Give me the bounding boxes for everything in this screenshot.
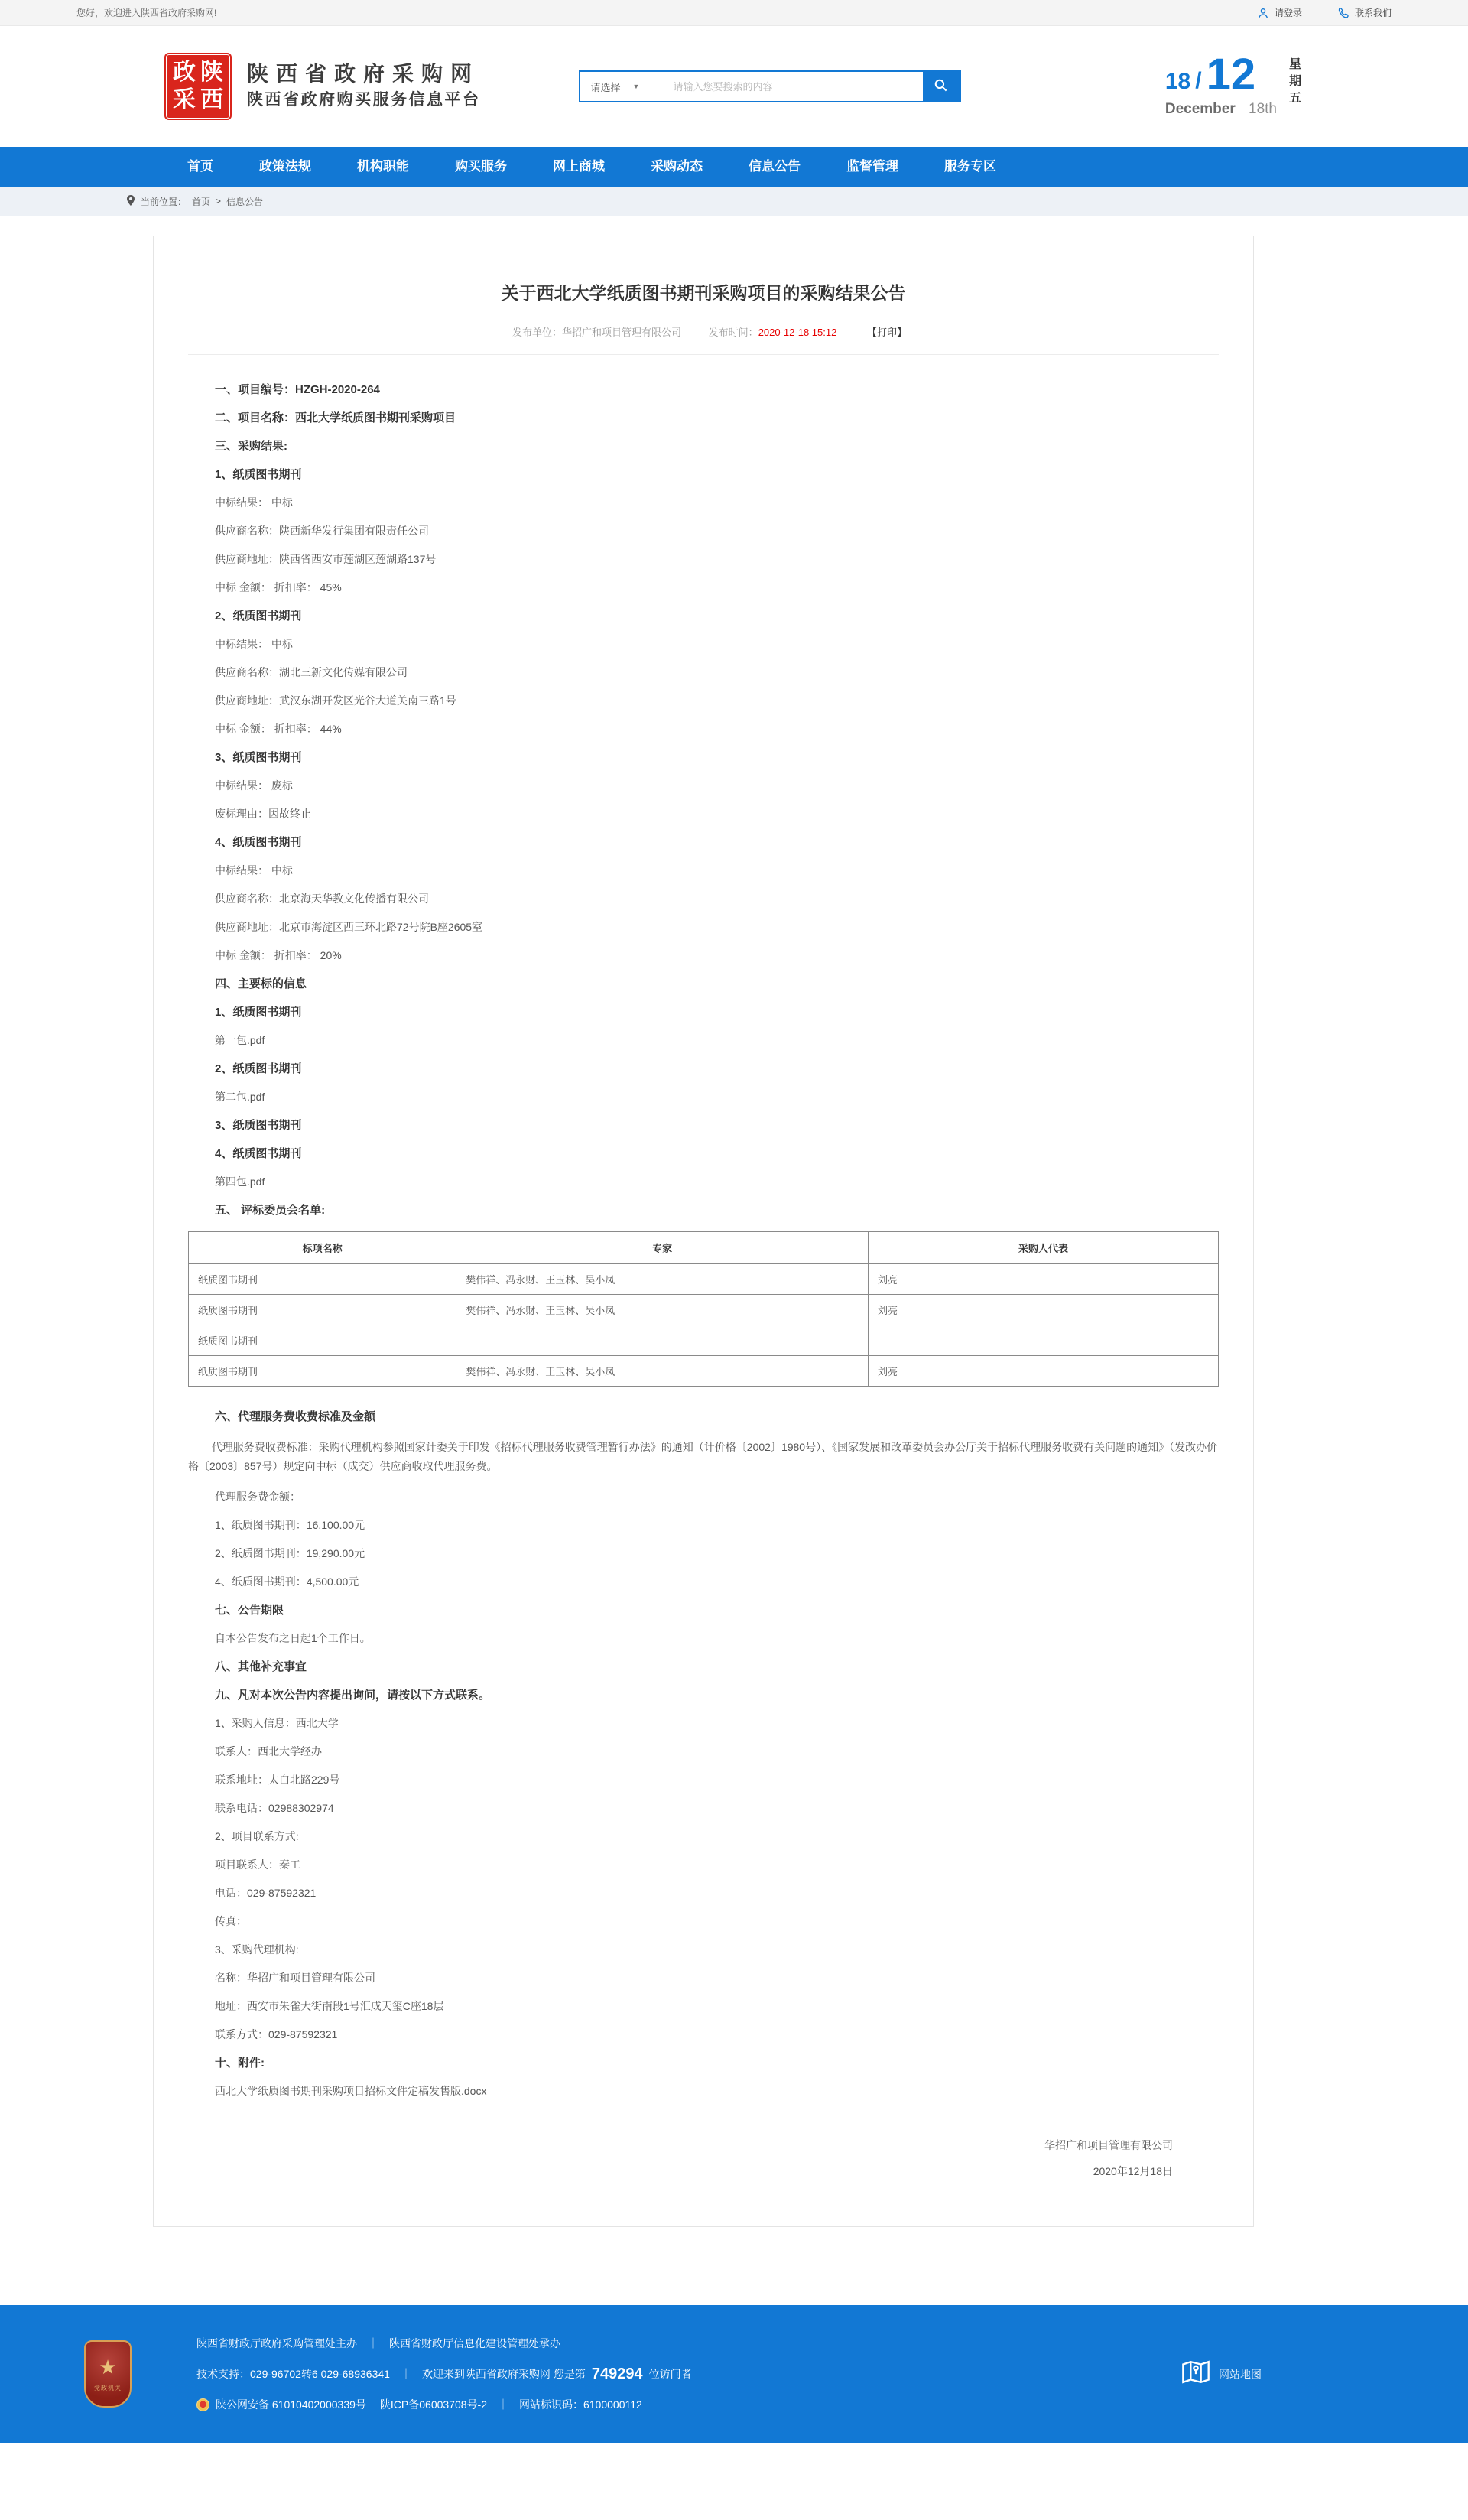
table-cell: 刘亮 (869, 1295, 1219, 1325)
signature-date: 2020年12月18日 (1093, 2165, 1173, 2177)
nav-item-home[interactable]: 首页 (187, 159, 213, 174)
contact-link[interactable]: 联系我们 (1337, 6, 1392, 19)
date-weekday: 星期五 (1289, 58, 1302, 105)
article-paragraph: 自本公告发布之日起1个工作日。 (215, 1632, 371, 1644)
publisher-name: 华招广和项目管理有限公司 (562, 327, 682, 338)
article-paragraph: 供应商名称：陕西新华发行集团有限责任公司 (215, 525, 429, 537)
article-paragraph: 3、采购代理机构: (215, 1943, 299, 1956)
search-icon (934, 78, 948, 95)
visitor-count: 749294 (591, 2366, 643, 2382)
signature-block (188, 2132, 1219, 2184)
publish-time: 2020-12-18 15:12 (758, 327, 837, 338)
section-heading: 八、其他补充事宜 (215, 1660, 307, 1673)
location-pin-icon (126, 195, 135, 208)
article-paragraph: 供应商名称：北京海天华教文化传播有限公司 (215, 893, 429, 905)
footer-line-2: 技术支持：029-96702转6 029-68936341 ｜ 欢迎来到陕西省政府采购网 您是第 749294 位访问者 (196, 2359, 692, 2389)
article-paragraph: 供应商名称：湖北三新文化传媒有限公司 (215, 666, 408, 678)
page-title: 关于西北大学纸质图书期刊采购项目的采购结果公告 (501, 283, 906, 303)
signature-company: 华招广和项目管理有限公司 (1044, 2139, 1173, 2151)
date-day: 18 (1164, 69, 1191, 94)
article-paragraph: 2、项目联系方式: (215, 1830, 299, 1842)
announcement-card (153, 236, 1254, 2227)
article-body (188, 355, 1219, 2184)
column-header: 专家 (456, 1232, 869, 1264)
article-paragraph: 中标结果： 中标 (215, 638, 293, 650)
article-paragraph: 项目联系人：秦工 (215, 1858, 300, 1871)
footer (0, 2305, 1468, 2443)
table-cell: 樊伟祥、冯永财、王玉林、吴小凤 (456, 1356, 869, 1387)
table-cell: 刘亮 (869, 1264, 1219, 1295)
attachment-link[interactable]: 西北大学纸质图书期刊采购项目招标文件定稿发售版.docx (215, 2085, 487, 2097)
footer-line-1: 陕西省财政厅政府采购管理处主办 ｜ 陕西省财政厅信息化建设管理处承办 (196, 2337, 560, 2349)
attachment-link[interactable]: 第一包.pdf (215, 1034, 265, 1046)
table-row (189, 1295, 1219, 1325)
main-nav (0, 147, 1468, 187)
nav-item-online-mall[interactable]: 网上商城 (553, 159, 605, 174)
section-heading: 十、附件: (215, 2057, 265, 2070)
user-icon (1257, 7, 1269, 19)
search-input[interactable] (666, 72, 923, 101)
article-paragraph: 地址：西安市朱雀大街南段1号汇成天玺C座18层 (215, 2000, 444, 2012)
table-cell: 纸质图书期刊 (189, 1325, 456, 1356)
nav-item-announcements[interactable]: 信息公告 (749, 159, 801, 174)
article-paragraph: 代理服务费收费标准：采购代理机构参照国家计委关于印发《招标代理服务收费管理暂行办法》的通知（计价格〔2002〕1980号）、《国家发展和改革委员会办公厅关于招标代理服务收费有关问题的通知》（发改办价格〔2003〕857号）规定向中标（成交）供应商收取代理服务费。 (188, 1441, 1218, 1472)
table-cell: 纸质图书期刊 (189, 1295, 456, 1325)
table-cell (456, 1325, 869, 1356)
section-heading: 4、纸质图书期刊 (215, 1147, 302, 1160)
article-paragraph: 中标 金额： 折扣率： 45% (215, 581, 342, 593)
article-paragraph: 供应商地址：武汉东湖开发区光谷大道关南三路1号 (215, 694, 456, 707)
footer-line-3: 陕公网安备 61010402000339号 陕ICP备06003708号-2 ｜ 网站标识码：6100000112 (196, 2389, 692, 2420)
article-paragraph: 名称：华招广和项目管理有限公司 (215, 1972, 375, 1984)
article-paragraph: 联系地址：太白北路229号 (215, 1774, 340, 1786)
column-header: 采购人代表 (869, 1232, 1219, 1264)
section-heading: 2、纸质图书期刊 (215, 610, 302, 623)
security-record-number[interactable]: 陕公网安备 61010402000339号 (216, 2398, 366, 2411)
nav-item-purchase-service[interactable]: 购买服务 (455, 159, 507, 174)
date-widget: 18 / 12 December 18th 星期五 (1165, 55, 1304, 118)
article-paragraph: 1、纸质图书期刊：16,100.00元 (215, 1519, 365, 1531)
nav-item-supervision[interactable]: 监督管理 (846, 159, 898, 174)
welcome-text: 您好，欢迎进入陕西省政府采购网! (76, 8, 217, 18)
article-paragraph: 中标结果： 中标 (215, 496, 293, 509)
article-paragraph: 4、纸质图书期刊：4,500.00元 (215, 1575, 359, 1588)
section-heading: 3、纸质图书期刊 (215, 1119, 302, 1132)
topbar (0, 0, 1468, 26)
sitemap-link[interactable]: 网站地图 (1181, 2357, 1262, 2392)
article-paragraph: 联系人：西北大学经办 (215, 1745, 322, 1757)
attachment-link[interactable]: 第四包.pdf (215, 1175, 265, 1188)
site-id-code: 网站标识码：6100000112 (518, 2398, 642, 2411)
table-cell (869, 1325, 1219, 1356)
article-paragraph: 1、采购人信息：西北大学 (215, 1717, 339, 1729)
section-heading: 一、项目编号：HZGH-2020-264 (215, 383, 380, 396)
table-cell: 樊伟祥、冯永财、王玉林、吴小凤 (456, 1264, 869, 1295)
breadcrumb-home[interactable]: 首页 (192, 196, 211, 207)
table-row (189, 1264, 1219, 1295)
nav-item-policies[interactable]: 政策法规 (259, 159, 311, 174)
chevron-down-icon: ▼ (632, 83, 640, 90)
article-meta: 发布单位：华招广和项目管理有限公司 发布时间：2020-12-18 15:12 【打印】 (188, 324, 1219, 355)
nav-item-service-zone[interactable]: 服务专区 (944, 159, 996, 174)
attachment-link[interactable]: 第二包.pdf (215, 1091, 265, 1103)
article-paragraph: 联系方式：029-87592321 (215, 2028, 338, 2040)
section-heading: 七、公告期限 (215, 1604, 284, 1617)
table-cell: 刘亮 (869, 1356, 1219, 1387)
article-paragraph: 中标结果： 废标 (215, 779, 293, 792)
section-heading: 3、纸质图书期刊 (215, 751, 302, 764)
search-button[interactable] (923, 72, 960, 101)
breadcrumb: 当前位置： 首页 > 信息公告 (0, 187, 1468, 216)
section-heading: 五、 评标委员会名单: (215, 1204, 326, 1217)
icp-number[interactable]: 陕ICP备06003708号-2 (379, 2398, 487, 2411)
article-paragraph: 中标 金额： 折扣率： 20% (215, 949, 342, 961)
police-badge-icon (196, 2398, 209, 2411)
article-paragraph: 联系电话：02988302974 (215, 1802, 334, 1814)
article-paragraph: 供应商地址：北京市海淀区西三环北路72号院B座2605室 (215, 921, 483, 933)
article-paragraph: 中标结果： 中标 (215, 864, 293, 876)
government-emblem: ★ 党政机关 (84, 2340, 132, 2408)
table-cell: 纸质图书期刊 (189, 1356, 456, 1387)
site-subtitle: 陕西省政府购买服务信息平台 (247, 91, 481, 109)
main-content (0, 216, 1468, 2267)
section-heading: 1、纸质图书期刊 (215, 1006, 302, 1019)
date-month: 12 (1206, 50, 1256, 99)
search-box (579, 70, 961, 102)
site-header (0, 26, 1468, 147)
logo-seal: 政 陕 采 西 (164, 53, 232, 120)
site-logo[interactable] (164, 53, 481, 120)
table-header-row (189, 1232, 1219, 1264)
section-heading: 2、纸质图书期刊 (215, 1062, 302, 1075)
nav-item-procurement-news[interactable]: 采购动态 (651, 159, 703, 174)
section-heading: 四、主要标的信息 (215, 977, 307, 990)
article-paragraph: 供应商地址：陕西省西安市莲湖区莲湖路137号 (215, 553, 437, 565)
section-heading: 二、项目名称：西北大学纸质图书期刊采购项目 (215, 411, 456, 424)
phone-icon (1337, 7, 1349, 19)
date-ordinal: 18th (1249, 101, 1277, 117)
section-heading: 1、纸质图书期刊 (215, 468, 302, 481)
table-cell: 纸质图书期刊 (189, 1264, 456, 1295)
print-button[interactable]: 【打印】 (866, 327, 907, 338)
login-link[interactable]: 请登录 (1257, 6, 1302, 19)
date-month-name: December (1164, 101, 1236, 117)
column-header: 标项名称 (189, 1232, 456, 1264)
table-cell: 樊伟祥、冯永财、王玉林、吴小凤 (456, 1295, 869, 1325)
section-heading: 九、凡对本次公告内容提出询问，请按以下方式联系。 (215, 1689, 491, 1702)
emblem-star-icon: ★ (99, 2355, 117, 2379)
nav-item-functions[interactable]: 机构职能 (357, 159, 409, 174)
article-paragraph: 代理服务费金额： (215, 1491, 300, 1503)
section-heading: 六、代理服务费收费标准及金额 (215, 1410, 376, 1423)
article-paragraph: 中标 金额： 折扣率： 44% (215, 723, 342, 735)
article-paragraph: 废标理由：因故终止 (215, 808, 311, 820)
search-category-select[interactable]: 请选择 ▼ (590, 81, 640, 93)
article-paragraph: 2、纸质图书期刊：19,290.00元 (215, 1547, 365, 1559)
map-icon (1181, 2357, 1211, 2392)
breadcrumb-current[interactable]: 信息公告 (226, 196, 264, 207)
table-row (189, 1325, 1219, 1356)
article-paragraph: 电话：029-87592321 (215, 1887, 317, 1899)
table-row (189, 1356, 1219, 1387)
committee-table (188, 1231, 1219, 1387)
article-paragraph: 传真： (215, 1915, 247, 1927)
site-title: 陕西省政府采购网 (247, 62, 480, 86)
section-heading: 三、采购结果: (215, 440, 287, 453)
section-heading: 4、纸质图书期刊 (215, 836, 302, 849)
